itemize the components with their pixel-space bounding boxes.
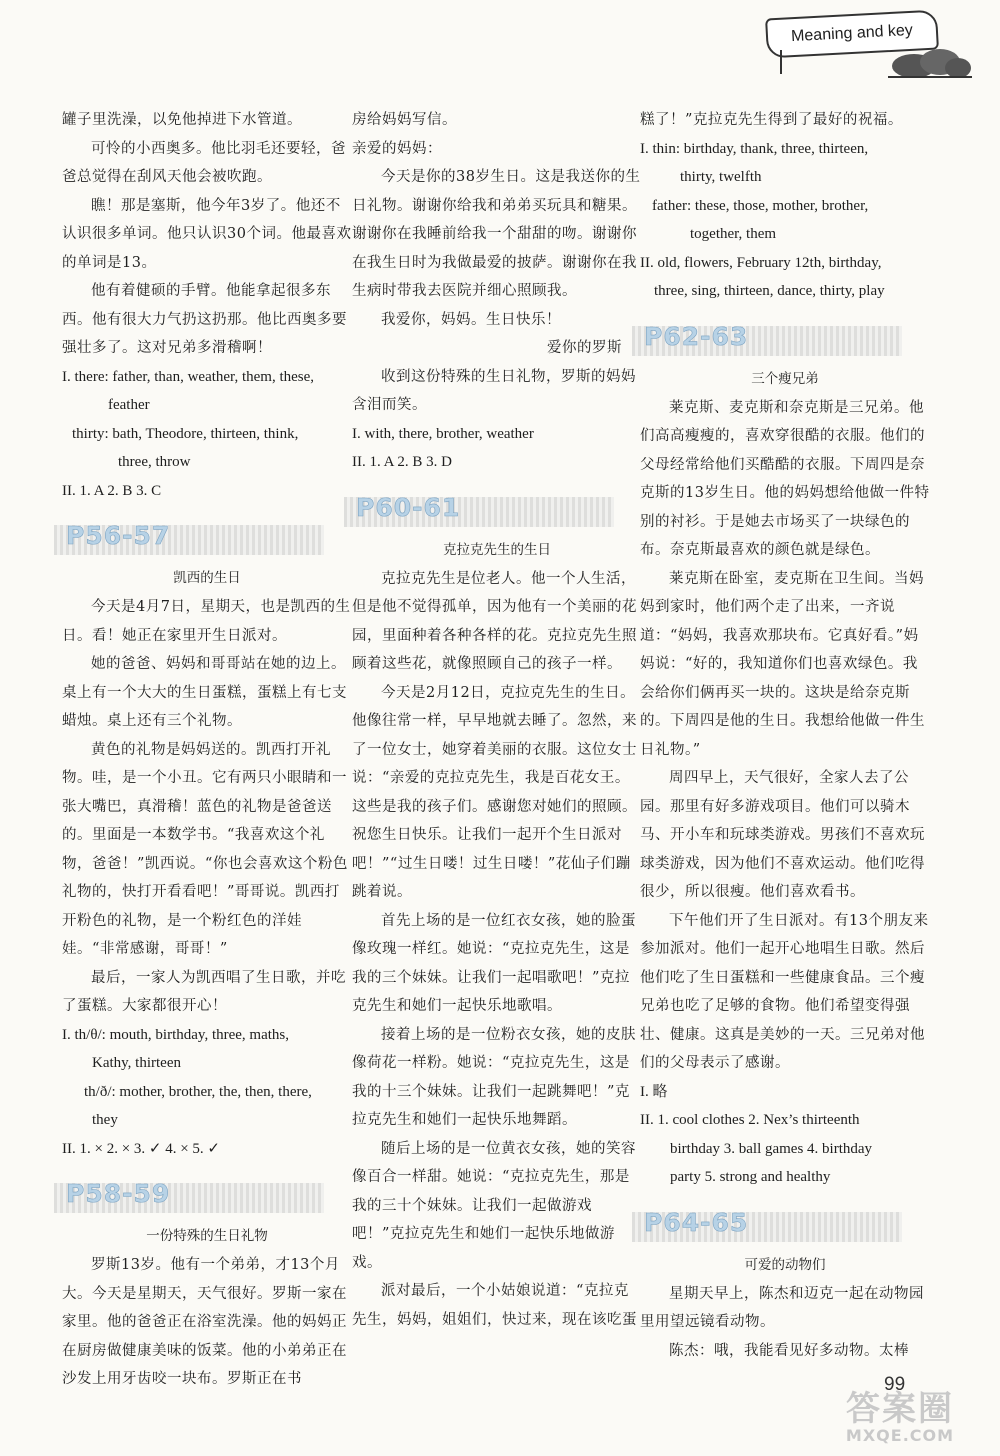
paragraph: 接着上场的是一位粉衣女孩，她的皮肤像荷花一样粉。她说：“克拉克先生，这是我的十三个妹妹。让我们一起跳舞吧！”克拉克先生和她们一起快乐地舞蹈。 [352,1026,636,1128]
paragraph: 他有着健硕的手臂。他能拿起很多东西。他有很大力气扔这扔那。他比西奥多要强壮多了。这对兄弟多滑稽啊！ [62,283,347,356]
answer-line: I. 略 [640,1083,668,1100]
section-header: P60-61 [352,491,642,531]
signature: 爱你的罗斯 [547,340,622,356]
paragraph: 瞧！那是塞斯，他今年3岁了。他还不认识很多单词。他只认识30个词。他最喜欢的单词是13。 [62,197,352,271]
paragraph: 随后上场的是一位黄衣女孩，她的笑容像百合一样甜。她说：“克拉克先生，那是我的三十个妹妹。让我们一起做游戏吧！”克拉克先生和她们一起快乐地做游戏。 [352,1140,636,1271]
paragraph: 她的爸爸、妈妈和哥哥站在她的边上。桌上有一个大大的生日蛋糕，蛋糕上有七支蜡烛。桌上还有三个礼物。 [62,656,347,729]
paragraph: 周四早上，天气很好，全家人去了公园。那里有好多游戏项目。他们可以骑木马、开小车和玩球类游戏。男孩们不喜欢玩球类游戏，因为他们不喜欢运动。他们吃得很少，所以很瘦。他们喜欢看书。 [640,770,925,900]
answer-line: I. with, there, brother, weather [352,425,534,442]
paragraph: 下午他们开了生日派对。有13个朋友来参加派对。他们一起开心地唱生日歌。然后他们吃了生日蛋糕和一些健康食品。三个瘦兄弟也吃了足够的食物。他们希望变得强壮、健康。这真是美妙的一天。三兄弟对他们的父母表示了感谢。 [640,912,929,1071]
answer-line: th/ð/: mother, brother, the, then, there, [84,1083,312,1100]
answer-line: three, throw [118,454,191,470]
watermark-url: MXQE.COM [845,1426,955,1445]
column-middle [352,106,642,1334]
paragraph: 莱克斯在卧室，麦克斯在卫生间。当妈妈到家时，他们两个走了出来，一齐说道：“妈妈，我喜欢那块布。它真好看。”妈妈说：“好的，我知道你们也喜欢绿色。我会给你们俩再买一块的。这块是给奈克斯的。下周四是他的生日。我想给他做一件生日礼物。” [640,570,925,758]
answer-line: II. 1. A 2. B 3. D [352,454,453,470]
section-header: P56-57 [62,519,352,559]
section-header: P64-65 [640,1206,930,1246]
answer-line: I. thin: birthday, thank, three, thirteen, [640,140,869,157]
paragraph: 莱克斯、麦克斯和奈克斯是三兄弟。他们高高瘦瘦的，喜欢穿很酷的衣服。他们的父母经常给他们买酷酷的衣服。下周四是奈克斯的13岁生日。他的妈妈想给他做一件特别的衬衫。于是她去市场买了一块绿色的布。奈克斯最喜欢的颜色就是绿色。 [640,399,930,558]
answer-line: three, sing, thirteen, dance, thirty, play [654,283,885,299]
paragraph: 今天是4月7日，星期天，也是凯西的生日。看！她正在家里开生日派对。 [62,599,351,644]
answer-line: II. 1. × 2. × 3. ✓ 4. × 5. ✓ [62,1140,221,1157]
paragraph: 克拉克先生是位老人。他一个人生活，但是他不觉得孤单，因为他有一个美丽的花园，里面种着各种各样的花。克拉克先生照顾着这些花，就像照顾自己的孩子一样。 [352,570,637,672]
answer-line: II. 1. A 2. B 3. C [62,482,162,499]
column-left [62,106,352,1394]
paragraph: 我爱你，妈妈。生日快乐！ [381,311,561,328]
watermark [812,1389,988,1448]
answer-line: party 5. strong and healthy [670,1169,831,1185]
paragraph: 黄色的礼物是妈妈送的。凯西打开礼物。哇，是一个小丑。它有两只小眼睛和一张大嘴巴，真滑稽！蓝色的礼物是爸爸送的。里面是一本数学书。“我喜欢这个礼物，爸爸！”凯西说。“你也会喜欢这个粉色礼物的，快打开看看吧！”哥哥说。凯西打开粉色的礼物，是一个粉红色的洋娃娃。“非常感谢，哥哥！” [62,741,348,957]
answer-line: birthday 3. ball games 4. birthday [670,1140,873,1157]
paragraph: 今天是你的38岁生日。这是我送你的生日礼物。谢谢你给我和弟弟买玩具和糖果。谢谢你在我睡前给我一个甜甜的吻。谢谢你在我生日时为我做最爱的披萨。谢谢你在我生病时带我去医院并细心照顾我。 [352,169,641,299]
column-right [640,106,930,1365]
story-title: 可爱的动物们 [744,1256,826,1273]
section-header: P58-59 [62,1177,352,1217]
answer-line: II. 1. cool clothes 2. Nex’s thirteenth [640,1112,860,1128]
answer-line: I. there: father, than, weather, them, these, [62,368,315,385]
story-title: 一份特殊的生日礼物 [146,1228,268,1244]
watermark-logo: 答案圈 [846,1389,954,1429]
answer-line: thirty, twelfth [680,169,762,185]
paragraph: 今天是2月12日，克拉克先生的生日。他像往常一样，早早地就去睡了。忽然，来了一位女士，她穿着美丽的衣服。这位女士说：“亲爱的克拉克先生，我是百花女王。这些是我的孩子们。感谢您对她们的照顾。祝您生日快乐。让我们一起开个生日派对吧！”“过生日喽！过生日喽！”花仙子们蹦跳着说。 [352,684,637,900]
answer-line: Kathy, thirteen [92,1055,181,1071]
paragraph: 可怜的小西奥多。他比羽毛还要轻，爸爸总觉得在刮风天他会被吹跑。 [62,140,346,185]
paragraph: 派对最后，一个小姑娘说道：“克拉克先生，妈妈，姐姐们，快过来，现在该吃蛋 [352,1283,637,1328]
answer-line: together, them [690,226,777,242]
answer-line: I. th/θ/: mouth, birthday, three, maths, [62,1026,290,1043]
grass-cloud-icon [888,46,972,80]
paragraph: 最后，一家人为凯西唱了生日歌，并吃了蛋糕。大家都很开心！ [62,969,346,1014]
story-title: 凯西的生日 [173,570,241,586]
paragraph: 糕了！”克拉克先生得到了最好的祝福。 [640,112,903,128]
answer-line: feather [108,397,150,413]
story-title: 克拉克先生的生日 [443,541,551,558]
story-title: 三个瘦兄弟 [751,370,819,387]
answer-line: thirty: bath, Theodore, thirteen, think, [72,425,299,442]
paragraph: 罗斯13岁。他有一个弟弟，才13个月大。今天是星期天，天气很好。罗斯一家在家里。他的爸爸正在浴室洗澡。他的妈妈正在厨房做健康美味的饭菜。他的小弟弟正在沙发上用牙齿咬一块布。罗斯正在书 [62,1257,347,1387]
paragraph: 房给妈妈写信。 [352,112,457,128]
paragraph: 收到这份特殊的生日礼物，罗斯的妈妈含泪而笑。 [352,368,636,413]
paragraph: 罐子里洗澡，以免他掉进下水管道。 [62,112,302,128]
section-header: P62-63 [640,320,930,360]
header-banner: Meaning and key [765,10,939,59]
paragraph: 星期天早上，陈杰和迈克一起在动物园里用望远镜看动物。 [640,1285,924,1330]
banner-post [780,50,798,74]
answer-line: father: these, those, mother, brother, [652,197,869,214]
paragraph: 首先上场的是一位红衣女孩，她的脸蛋像玫瑰一样红。她说：“克拉克先生，这是我的三个妹妹。让我们一起唱歌吧！”克拉克先生和她们一起快乐地歌唱。 [352,912,636,1014]
page-number: 99 [884,1374,906,1395]
answer-line: II. old, flowers, February 12th, birthday, [640,254,882,271]
answer-line: they [92,1112,118,1128]
paragraph: 亲爱的妈妈： [352,140,442,157]
paragraph: 陈杰：哦，我能看见好多动物。太棒 [669,1342,909,1359]
